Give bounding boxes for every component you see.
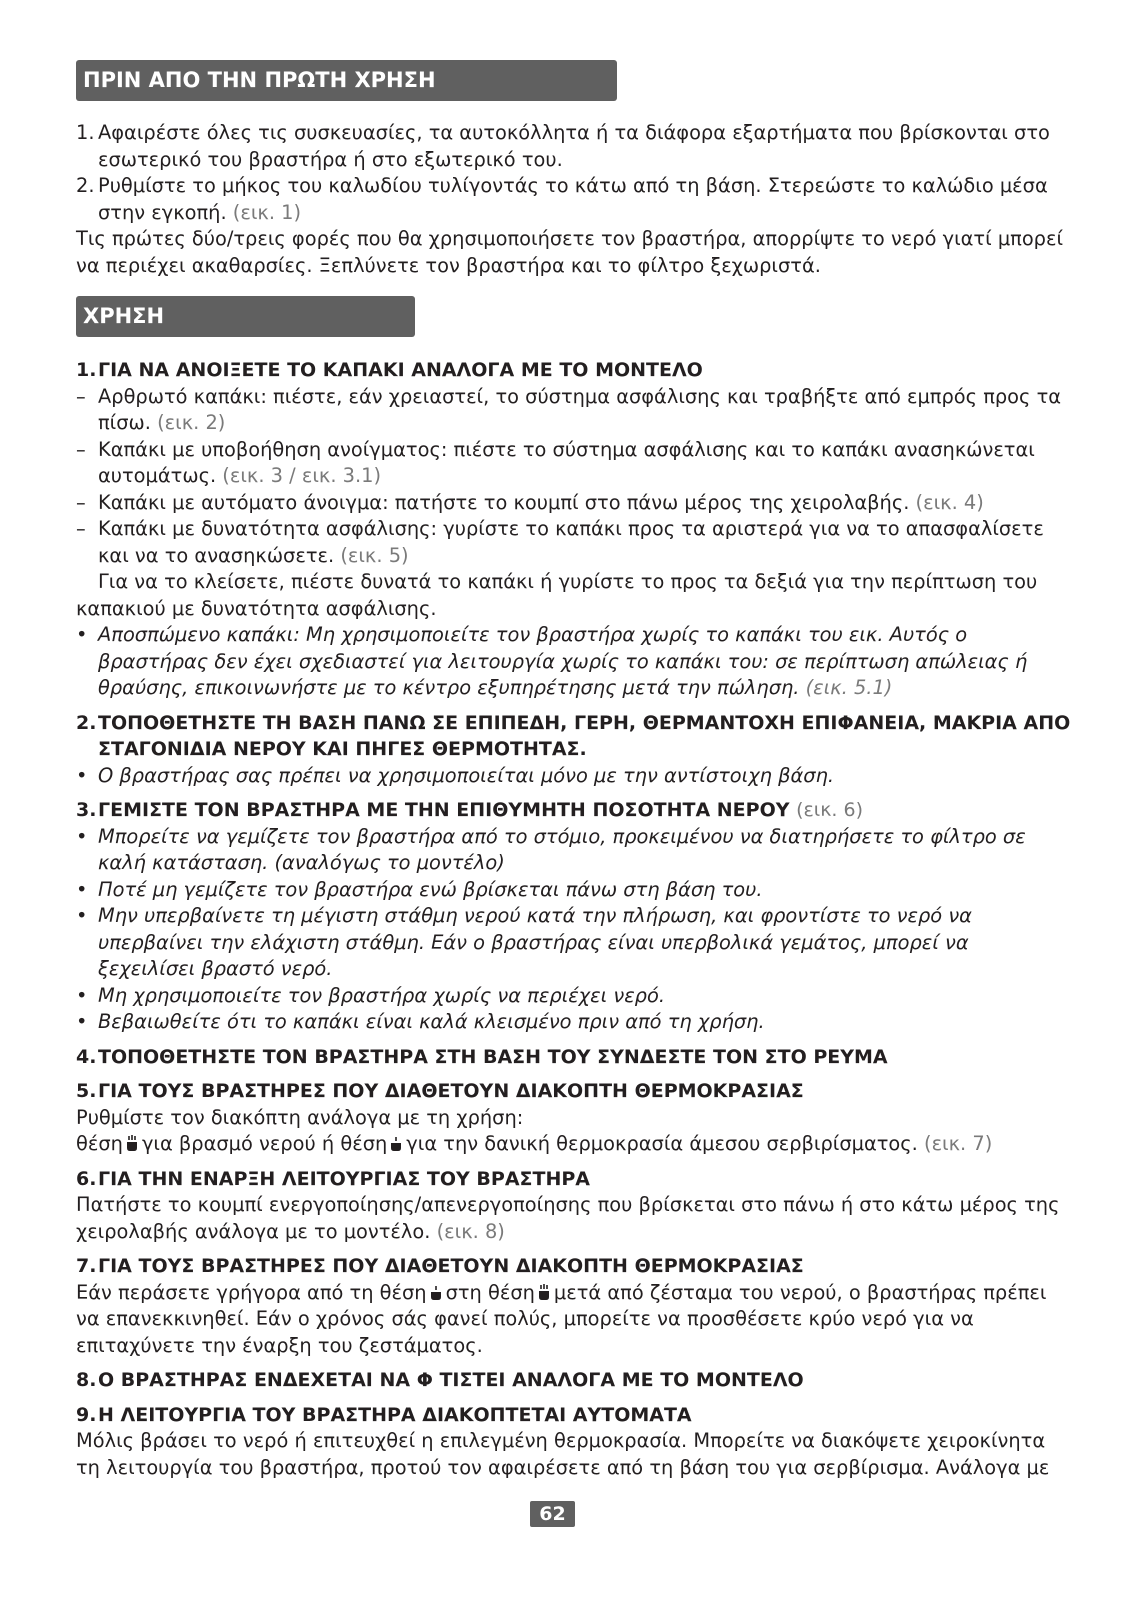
list-item: • Αποσπώμενο καπάκι: Μη χρησιμοποιείτε τον βραστήρα χωρίς το καπάκι του εικ. Αυτός ο βραστήρας δεν έχει σχεδιαστεί για λειτουργία χωρίς το καπάκι του: σε περίπτωση απώλειας ή θραύσης, επικοινωνήστε με το κέντρο εξυπηρέτησης μετά την πώληση. (εικ. 5.1): [76, 623, 1028, 699]
paragraph: Πατήστε το κουμπί ενεργοποίησης/απενεργοποίησης που βρίσκεται στο πάνω ή στο κάτω μέρος της χειρολαβής ανάλογα με το μοντέλο. (εικ. 8): [76, 1193, 1060, 1243]
paragraph: Για να το κλείσετε, πιέστε δυνατά το καπάκι ή γυρίστε το προς τα δεξιά για την περίπτωση του καπακιού με δυνατότητα ασφάλισης.: [76, 570, 1038, 620]
warm-cup-icon: [390, 1135, 403, 1152]
paragraph: Εάν περάσετε γρήγορα από τη θέση στη θέση μετά από ζέσταμα του νερού, ο βραστήρας πρέπει να επανεκκινηθεί. Εάν ο χρόνος σάς φανεί πολύς, μπορείτε να προσθέσετε κρύο νερό για να επιταχύνετε την έναρξη του ζεστάματος.: [76, 1280, 1047, 1357]
step-heading-7: 7. ΓΙΑ ΤΟΥΣ ΒΡΑΣΤΗΡΕΣ ΠΟΥ ΔΙΑΘΕΤΟΥΝ ΔΙΑΚΟΠΤΗ ΘΕΡΜΟΚΡΑΣΙΑΣ: [76, 1255, 804, 1277]
step-heading-5: 5. ΓΙΑ ΤΟΥΣ ΒΡΑΣΤΗΡΕΣ ΠΟΥ ΔΙΑΘΕΤΟΥΝ ΔΙΑΚΟΠΤΗ ΘΕΡΜΟΚΡΑΣΙΑΣ: [76, 1080, 804, 1102]
paragraph: Μόλις βράσει το νερό ή επιτευχθεί η επιλεγμένη θερμοκρασία. Μπορείτε να διακόψετε χειροκίνητα τη λειτουργία του βραστήρα, προτού τον αφαιρέσετε από τη βάση του για σερβίρισμα. Ανάλογα με: [76, 1429, 1050, 1479]
figure-ref: (εικ. 6): [796, 799, 864, 821]
figure-ref: (εικ. 5): [340, 543, 409, 567]
boiling-cup-icon: [126, 1135, 139, 1152]
step-heading-4: 4. ΤΟΠΟΘΕΤΗΣΤΕ ΤΟΝ ΒΡΑΣΤΗΡΑ ΣΤΗ ΒΑΣΗ ΤΟΥ ΣΥΝΔΕΣΤΕ ΤΟΝ ΣΤΟ ΡΕΥΜΑ: [76, 1045, 888, 1068]
page-content: [76, 60, 1071, 1481]
list-item: • Μη χρησιμοποιείτε τον βραστήρα χωρίς να περιέχει νερό.: [76, 983, 666, 1007]
figure-ref: (εικ. 1): [232, 200, 302, 224]
figure-ref: (εικ. 8): [436, 1219, 505, 1243]
list-item: • Βεβαιωθείτε ότι το καπάκι είναι καλά κλεισμένο πριν από τη χρήση.: [76, 1010, 765, 1033]
list-item: • Μπορείτε να γεμίζετε τον βραστήρα από το στόμιο, προκειμένου να διατηρήσετε το φίλτρο σε καλή κατάσταση. (αναλόγως το μοντέλο): [76, 824, 1026, 874]
list-item: – Αρθρωτό καπάκι: πιέστε, εάν χρειαστεί, το σύστημα ασφάλισης και τραβήξτε από εμπρός προς τα πίσω. (εικ. 2): [76, 384, 1062, 434]
list-item: – Καπάκι με υποβοήθηση ανοίγματος: πιέστε το σύστημα ασφάλισης και το καπάκι ανασηκώνεται αυτομάτως. (εικ. 3 / εικ. 3.1): [76, 437, 1035, 487]
section-header-before-first-use: ΠΡΙΝ ΑΠΟ ΤΗΝ ΠΡΩΤΗ ΧΡΗΣΗ: [76, 60, 617, 101]
section-header-use: ΧΡΗΣΗ: [76, 296, 415, 337]
figure-ref: (εικ. 5.1): [805, 676, 893, 699]
paragraph: Ρυθμίστε τον διακόπτη ανάλογα με τη χρήση:: [76, 1105, 524, 1129]
paragraph: Τις πρώτες δύο/τρεις φορές που θα χρησιμοποιήσετε τον βραστήρα, απορρίψτε το νερό γιατί μπορεί να περιέχει ακαθαρσίες. Ξεπλύνετε τον βραστήρα και το φίλτρο ξεχωριστά.: [76, 227, 1064, 277]
figure-ref: (εικ. 2): [157, 411, 226, 434]
boiling-cup-icon: [538, 1284, 551, 1301]
list-item: – Καπάκι με δυνατότητα ασφάλισης: γυρίστε το καπάκι προς τα αριστερά για να το απασφαλίσετε και να το ανασηκώσετε. (εικ. 5): [76, 517, 1044, 567]
step-heading-8: 8. Ο ΒΡΑΣΤΗΡΑΣ ΕΝΔΕΧΕΤΑΙ ΝΑ Φ ΤΙΣΤΕΙ ΑΝΑΛΟΓΑ ΜΕ ΤΟ ΜΟΝΤΕΛΟ: [76, 1369, 804, 1391]
figure-ref: (εικ. 3 / εικ. 3.1): [222, 464, 382, 487]
step-heading-6: 6. ΓΙΑ ΤΗΝ ΕΝΑΡΞΗ ΛΕΙΤΟΥΡΓΙΑΣ ΤΟΥ ΒΡΑΣΤΗΡΑ: [76, 1167, 590, 1190]
figure-ref: (εικ. 7): [924, 1132, 993, 1155]
step-heading-9: 9. Η ΛΕΙΤΟΥΡΓΙΑ ΤΟΥ ΒΡΑΣΤΗΡΑ ΔΙΑΚΟΠΤΕΤΑΙ ΑΥΤΟΜΑΤΑ: [76, 1403, 692, 1426]
list-item: 2. Ρυθμίστε το μήκος του καλωδίου τυλίγοντάς το κάτω από τη βάση. Στερεώστε το καλώδιο μέσα στην εγκοπή. (εικ. 1): [76, 174, 1048, 224]
step-heading-2: 2. ΤΟΠΟΘΕΤΗΣΤΕ ΤΗ ΒΑΣΗ ΠΑΝΩ ΣΕ ΕΠΙΠΕΔΗ, ΓΕΡΗ, ΘΕΡΜΑΝΤΟΧΗ ΕΠΙΦΑΝΕΙΑ, ΜΑΚΡΙΑ ΑΠΟ ΣΤΑΓΟΝΙΔΙΑ ΝΕΡΟΥ ΚΑΙ ΠΗΓΕΣ ΘΕΡΜΟΤΗΤΑΣ.: [76, 711, 1071, 760]
figure-ref: (εικ. 4): [915, 490, 984, 514]
page-number: 62: [530, 1501, 575, 1527]
list-item: • Ποτέ μη γεμίζετε τον βραστήρα ενώ βρίσκεται πάνω στη βάση του.: [76, 877, 763, 901]
paragraph: θέση για βρασμό νερού ή θέση για την δανική θερμοκρασία άμεσου σερβιρίσματος. (εικ. 7): [76, 1132, 993, 1155]
step-heading-1: 1. ΓΙΑ ΝΑ ΑΝΟΙΞΕΤΕ ΤΟ ΚΑΠΑΚΙ ΑΝΑΛΟΓΑ ΜΕ ΤΟ ΜΟΝΤΕΛΟ: [76, 359, 703, 381]
list-item: • Μην υπερβαίνετε τη μέγιστη στάθμη νερού κατά την πλήρωση, και φροντίστε το νερό να υπερβαίνει την ελάχιστη στάθμη. Εάν ο βραστήρας είναι υπερβολικά γεμάτος, μπορεί να ξεχειλίσει βραστό νερό.: [76, 904, 972, 980]
warm-cup-icon: [430, 1284, 443, 1301]
step-heading-3: 3. ΓΕΜΙΣΤΕ ΤΟΝ ΒΡΑΣΤΗΡΑ ΜΕ ΤΗΝ ΕΠΙΘΥΜΗΤΗ ΠΟΣΟΤΗΤΑ ΝΕΡΟΥ (εικ. 6): [76, 799, 864, 821]
list-item: – Καπάκι με αυτόματο άνοιγμα: πατήστε το κουμπί στο πάνω μέρος της χειρολαβής. (εικ. 4): [76, 490, 984, 514]
list-item: 1. Αφαιρέστε όλες τις συσκευασίες, τα αυτοκόλλητα ή τα διάφορα εξαρτήματα που βρίσκονται στο εσωτερικό του βραστήρα ή στο εξωτερικό του.: [76, 121, 1050, 171]
list-item: • Ο βραστήρας σας πρέπει να χρησιμοποιείται μόνο με την αντίστοιχη βάση.: [76, 763, 835, 787]
